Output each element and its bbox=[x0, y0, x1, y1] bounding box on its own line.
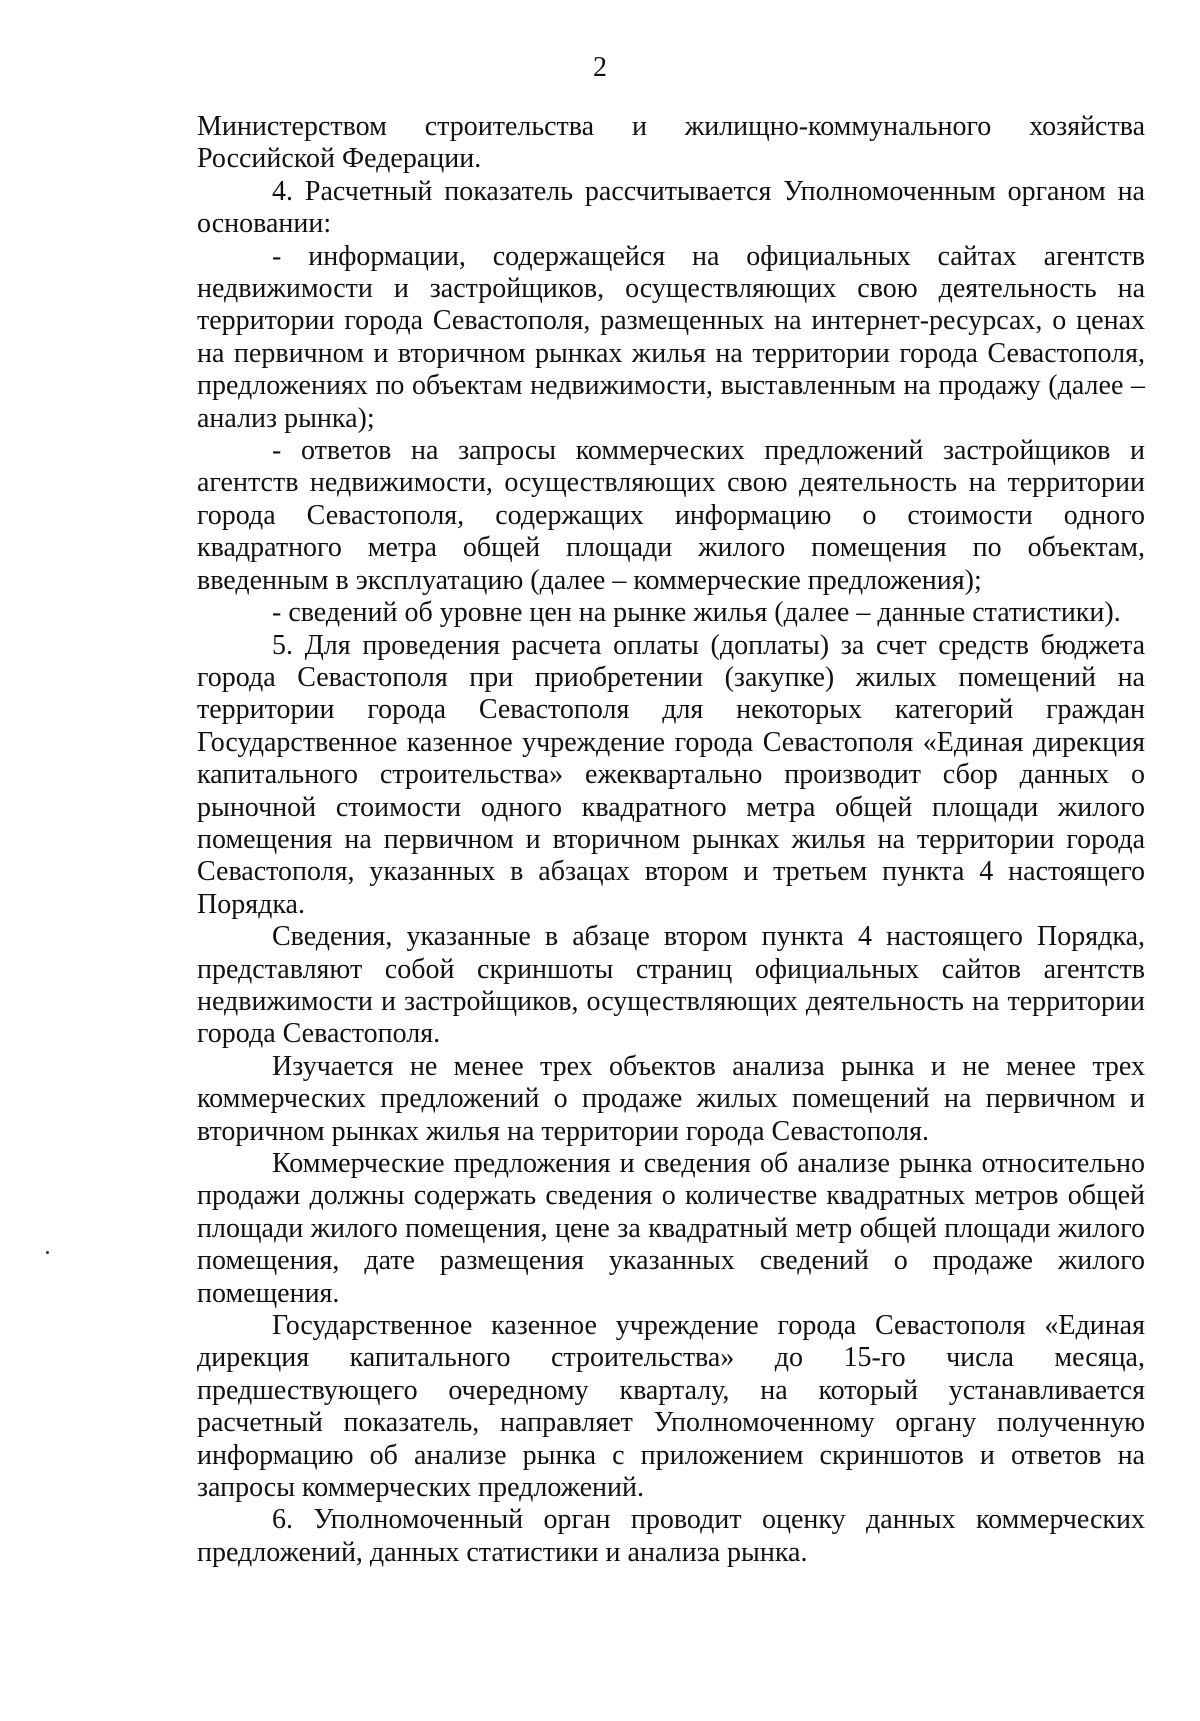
paragraph-continuation: Министерством строительства и жилищно-коммунального хозяйства Российской Федерации. bbox=[197, 111, 1145, 175]
paragraph-bullet-statistics: - сведений об уровне цен на рынке жилья (далее – данные статистики). bbox=[272, 597, 1121, 629]
paragraph-bullet-market-analysis: - информации, содержащейся на официальных сайтах агентств недвижимости и застройщиков, осуществляющих свою деятельность на территории города Севастополя, размещенных на интернет-ресурсах, о ценах на первичном и вторичном рынках жилья на территории города Севастополя, предложениях по объектам недвижимости, выставленным на продажу (далее – анализ рынка); bbox=[197, 240, 1145, 434]
paragraph-screenshots: Сведения, указанные в абзаце втором пункта 4 настоящего Порядка, представляют собой скриншоты страниц официальных сайтов агентств недвижимости и застройщиков, осуществляющих деятельность на территории города Севастополя. bbox=[197, 921, 1145, 1050]
paragraph-item-6: 6. Уполномоченный орган проводит оценку данных коммерческих предложений, данных статистики и анализа рынка. bbox=[197, 1504, 1145, 1568]
document-body bbox=[197, 111, 1145, 1569]
paragraph-item-4: 4. Расчетный показатель рассчитывается Уполномоченным органом на основании: bbox=[197, 175, 1145, 240]
paragraph-deadline: Государственное казенное учреждение города Севастополя «Единая дирекция капитального строительства» до 15-го числа месяца, предшествующего очередному кварталу, на который устанавливается расчетный показатель, направляет Уполномоченному органу полученную информацию об анализе рынка с приложением скриншотов и ответов на запросы коммерческих предложений. bbox=[197, 1310, 1145, 1504]
page-number: 2 bbox=[593, 52, 607, 83]
paragraph-minimum-objects: Изучается не менее трех объектов анализа рынка и не менее трех коммерческих предложений о продаже жилых помещений на первичном и вторичном рынках жилья на территории города Севастополя. bbox=[197, 1050, 1145, 1147]
paragraph-offer-contents: Коммерческие предложения и сведения об анализе рынка относительно продажи должны содержать сведения о количестве квадратных метров общей площади жилого помещения, цене за квадратный метр общей площади жилого помещения, дате размещения указанных сведений о продаже жилого помещения. bbox=[197, 1148, 1145, 1309]
scan-artifact-dot bbox=[46, 1251, 49, 1254]
paragraph-bullet-commercial-offers: - ответов на запросы коммерческих предложений застройщиков и агентств недвижимости, осуществляющих свою деятельность на территории города Севастополя, содержащих информацию о стоимости одного квадратного метра общей площади жилого помещения по объектам, введенным в эксплуатацию (далее – коммерческие предложения); bbox=[197, 435, 1145, 596]
paragraph-item-5: 5. Для проведения расчета оплаты (доплаты) за счет средств бюджета города Севастополя при приобретении (закупке) жилых помещений на территории города Севастополя для некоторых категорий граждан Государственное казенное учреждение города Севастополя «Единая дирекция капитального строительства» ежеквартально производит сбор данных о рыночной стоимости одного квадратного метра общей площади жилого помещения на первичном и вторичном рынках жилья на территории города Севастополя, указанных в абзацах втором и третьем пункта 4 настоящего Порядка. bbox=[197, 629, 1145, 920]
